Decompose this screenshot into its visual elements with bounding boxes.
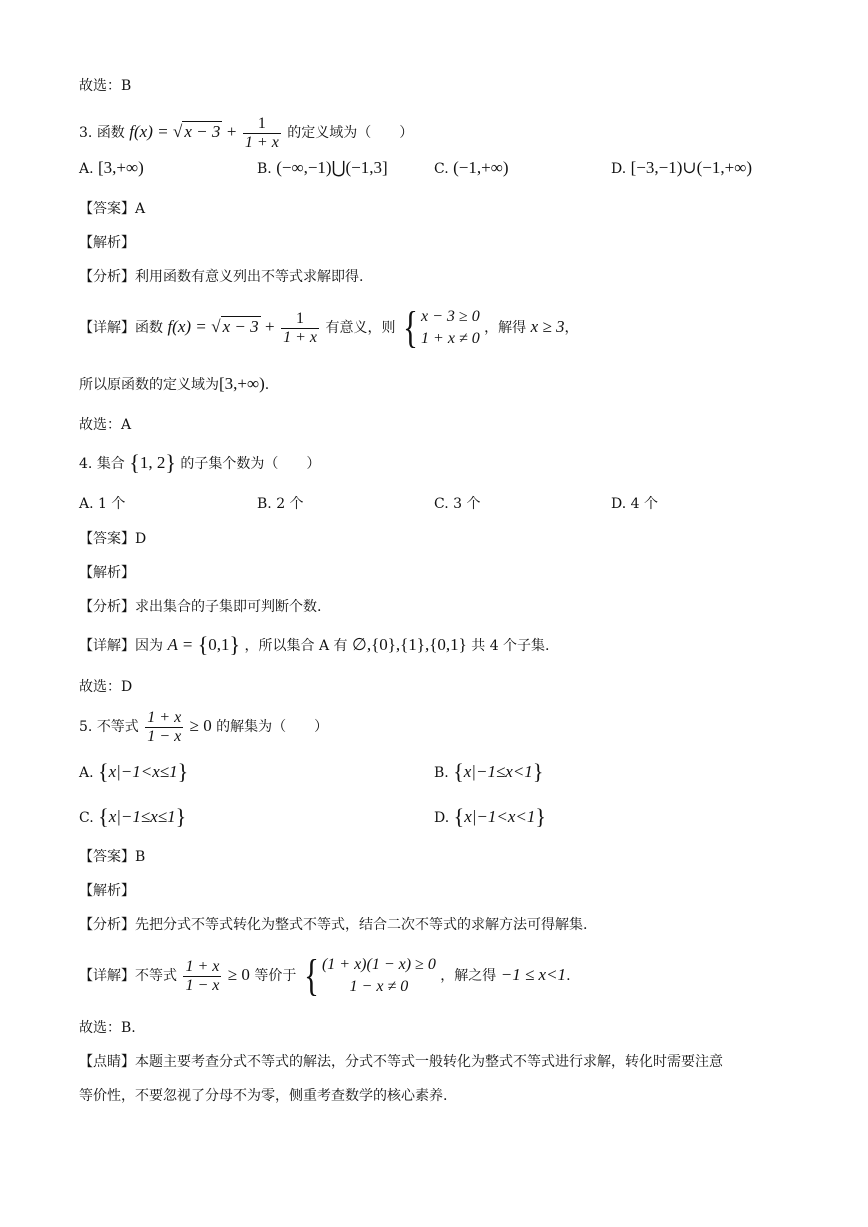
q4-fenxi: 【分析】求出集合的子集即可判断个数.: [79, 599, 322, 615]
q3-detail-line2-pre: 所以原函数的定义域为: [79, 377, 219, 393]
q3-option-d-value: [−3,−1)∪(−1,+∞): [630, 158, 752, 177]
q3-stem: 3. 函数 f(x) = √ x − 3 + $\frac{1}{1 + x}$ 的定义域为（ ）: [79, 114, 414, 151]
q3-detail-frac-den: 1 + x: [283, 328, 317, 346]
q5-fenxi: 【分析】先把分式不等式转化为整式不等式，结合二次不等式的求解方法可得解集.: [79, 917, 588, 933]
q3-option-d-label: D.: [611, 161, 627, 177]
q4-option-b: B. 2 个: [257, 496, 304, 512]
q3-sqrt: x − 3: [184, 122, 221, 141]
q3-detail-line2-post: .: [264, 377, 270, 393]
q5-option-b: B. {x|−1≤x<1}: [434, 759, 544, 784]
q3-option-a-label: A.: [79, 161, 94, 177]
q3-f-of-x: f(x) =: [129, 122, 169, 141]
q3-detail-f: f(x) =: [167, 317, 207, 336]
q4-option-d: D. 4 个: [611, 496, 658, 512]
q4-detail-mid: ，所以集合 A 有: [244, 638, 348, 654]
q5-detail: 【详解】不等式 $\frac{1 + x}{1 - x}$ ≥ 0 等价于 { (1 + x)(1 − x) ≥ 0 1 − x ≠ 0 ，解之得 −1 ≤ x<1.: [79, 951, 571, 1000]
q4-set-a: A =: [167, 635, 194, 654]
q3-option-a-value: [3,+∞): [98, 158, 144, 177]
q5-option-d-value: x|−1<x<1: [464, 807, 536, 826]
q4-final: 故选：D: [79, 679, 133, 695]
q4-detail-pre: 【详解】因为: [79, 638, 163, 654]
q3-detail-pre: 【详解】函数: [79, 320, 163, 336]
q5-solution: −1 ≤ x<1: [500, 965, 567, 984]
q5-stem: [79, 704, 328, 749]
q3-option-a: [79, 158, 144, 179]
q5-option-a-value: x|−1<x≤1: [108, 762, 178, 781]
q5-option-a: A. {x|−1<x≤1}: [79, 759, 189, 784]
q3-fenxi: 【分析】利用函数有意义列出不等式求解即得.: [79, 269, 364, 285]
q4-detail-post: 共 4 个子集.: [471, 638, 550, 654]
q5-ge0: ≥ 0: [189, 716, 212, 735]
q3-detail-plus: +: [265, 317, 275, 336]
q3-plus: +: [226, 122, 237, 141]
q5-stem-post: 的解集为（ ）: [216, 719, 329, 735]
q3-detail-line2: [79, 374, 269, 395]
q3-frac-den: 1 + x: [244, 133, 279, 151]
q5-analysis-header: 【解析】: [79, 883, 135, 899]
q3-frac-num: 1: [243, 115, 281, 134]
q5-option-d: D. {x|−1<x<1}: [434, 804, 546, 829]
q4-option-c: C. 3 个: [434, 496, 481, 512]
q3-detail-mid: 有意义，则: [325, 320, 396, 336]
q3-option-d: [611, 158, 752, 179]
q3-x-ge-3: x ≥ 3: [530, 317, 565, 336]
q5-sys-line1: (1 + x)(1 − x) ≥ 0: [321, 956, 436, 973]
q4-set01: 0,1: [208, 635, 230, 654]
q5-detail-ge0: ≥ 0: [227, 965, 250, 984]
q3-option-b-value: (−∞,−1)⋃(−1,3]: [276, 158, 388, 177]
q3-detail-frac-num: 1: [281, 310, 319, 329]
q5-sys-line2: 1 − x ≠ 0: [349, 978, 409, 995]
q5-detail-frac-num: 1 + x: [185, 957, 220, 975]
q4-option-a: A. 1 个: [79, 496, 126, 512]
q3-fraction: [243, 115, 281, 152]
q4-stem-pre: 集合: [96, 456, 125, 472]
q3-system: { x − 3 ≥ 0 1 + x ≠ 0: [403, 303, 480, 352]
prev-answer: 故选：B: [79, 78, 132, 94]
q3-stem-pre: 函数: [96, 125, 125, 141]
q5-final: 故选：B.: [79, 1020, 136, 1036]
q4-set: 1, 2: [139, 453, 166, 472]
q5-stem-pre: 不等式: [96, 719, 139, 735]
q3-option-c: [434, 158, 509, 179]
q5-option-c: C. {x|−1≤x≤1}: [79, 804, 187, 829]
q5-option-c-value: x|−1≤x≤1: [108, 807, 176, 826]
q4-answer: 【答案】D: [79, 531, 147, 547]
q4-subsets: ∅,{0},{1},{0,1}: [352, 635, 467, 654]
q3-trailing-comma: ，: [564, 320, 579, 336]
q3-detail: 【详解】函数 f(x) = √ x − 3 + $\frac{1}{1 + x}$ 有意义，则 { x − 3 ≥ 0 1 + x ≠ 0 ，解得 x ≥ 3，: [79, 303, 579, 352]
q3-answer: 【答案】A: [79, 201, 146, 217]
q3-detail-fraction: [281, 310, 319, 347]
q3-final: 故选：A: [79, 417, 132, 433]
q5-frac-num: 1 + x: [147, 708, 182, 726]
q5-answer: 【答案】B: [79, 849, 146, 865]
q3-option-b: [257, 158, 388, 179]
q5-detail-mid: 等价于: [254, 968, 297, 984]
q3-number: 3.: [79, 125, 93, 141]
q5-option-a-label: A.: [79, 765, 94, 781]
q5-option-d-label: D.: [434, 810, 450, 826]
q3-stem-post: 的定义域为（ ）: [287, 125, 414, 141]
q5-system: { (1 + x)(1 − x) ≥ 0 1 − x ≠ 0: [303, 951, 436, 1000]
q5-option-b-value: x|−1≤x<1: [463, 762, 533, 781]
q4-detail: 【详解】因为 A = {0,1} ，所以集合 A 有 ∅,{0},{1},{0,1} 共 4 个子集.: [79, 632, 550, 657]
q4-number: 4.: [79, 456, 93, 472]
q5-detail-post: ，解之得: [440, 968, 497, 984]
q3-sys-line1: x − 3 ≥ 0: [421, 308, 480, 325]
q5-comment-line1: 【点睛】本题主要考查分式不等式的解法，分式不等式一般转化为整式不等式进行求解，转化时需要注意: [79, 1054, 723, 1070]
q5-frac-den: 1 − x: [147, 727, 182, 745]
q3-detail-sqrt: x − 3: [222, 317, 259, 336]
q3-option-c-label: C.: [434, 161, 449, 177]
q5-comment-line2: 等价性，不要忽视了分母不为零，侧重考查数学的核心素养.: [79, 1088, 448, 1104]
q5-option-b-label: B.: [434, 765, 449, 781]
q3-sys-line2: 1 + x ≠ 0: [421, 330, 480, 347]
q3-domain: [3,+∞): [219, 374, 265, 393]
q4-analysis-header: 【解析】: [79, 565, 135, 581]
q4-stem-post: 的子集个数为（ ）: [180, 456, 321, 472]
q3-option-b-label: B.: [257, 161, 272, 177]
q5-detail-pre: 【详解】不等式: [79, 968, 177, 984]
q5-detail-fraction: [183, 958, 221, 995]
q3-option-c-value: (−1,+∞): [453, 158, 509, 177]
q5-option-c-label: C.: [79, 810, 94, 826]
q5-fraction: [145, 709, 183, 746]
q4-stem: 4. 集合 {1, 2} 的子集个数为（ ）: [79, 450, 321, 475]
q3-analysis-header: 【解析】: [79, 235, 135, 251]
q5-detail-frac-den: 1 − x: [185, 976, 220, 994]
q5-number: 5.: [79, 719, 93, 735]
q3-detail-post: ，解得: [484, 320, 527, 336]
